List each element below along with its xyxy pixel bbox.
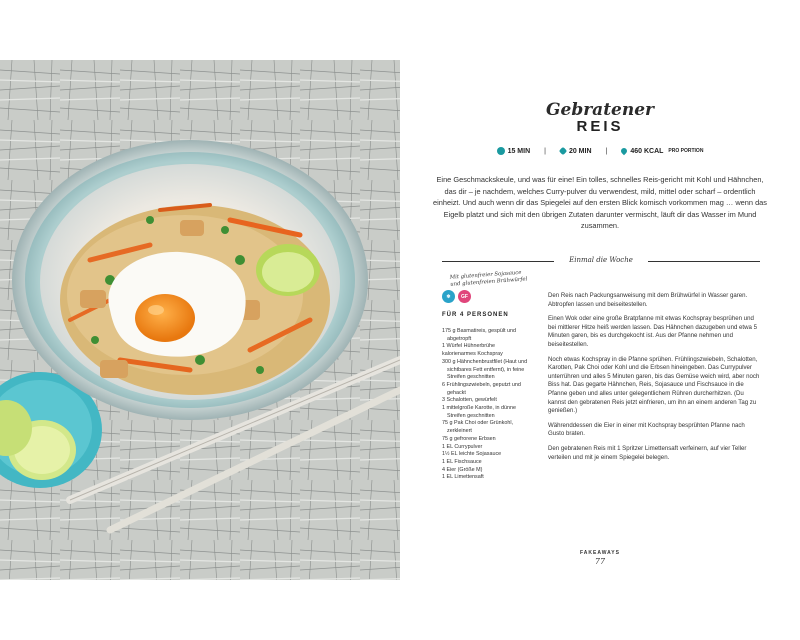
diet-badges — [442, 290, 471, 303]
ingredient-item: 1 mittelgroße Karotte, in dünne Streifen geschnitten — [442, 405, 517, 419]
recipe-meta — [400, 147, 800, 155]
ingredient-item: 1½ EL leichte Sojasauce — [442, 451, 502, 458]
flame-icon — [559, 147, 567, 155]
meta-separator: | — [605, 147, 608, 155]
ingredient-item: 1 EL Currypulver — [442, 443, 483, 450]
gluten-free-icon: GF — [458, 290, 471, 303]
recipe-intro: Eine Geschmackskeule, und was für eine! Ein tolles, schnelles Reis-gericht mit Kohl und Hähnchen, das dir – je nachdem, welches Curry-pulver du verwendest, mild, mittel oder scharf – ordentlich einheizt. Und auch wenn dir das Spiegelei auf den ersten Blick komisch vorkommen mag … wenn das Eigelb platzt und sich mit den übrigen Zutaten darunter vermischt, läuft dir das Wasser im Mund zusammen. — [433, 175, 767, 230]
calories: 460 KCAL PRO PORTION — [621, 148, 703, 155]
ingredient-item: 6 Frühlingszwiebeln, geputzt und gehackt — [442, 381, 521, 396]
method-step: Noch etwas Kochspray in die Pfanne sprühen. Frühlingszwiebeln, Schalotten, Karotten, Pak Choi oder Kohl und die Erbsen hineingeben. Das Currypulver unterrühren und alles 5 Minuten garen, bis das Gemüse weich wird, aber noch Biss hat. Das gegarte Hähnchen, Reis, Sojasauce und Fischsauce in die Pfanne geben und alles unter gelegentlichem Rühren durcherhitzen. (Du kannst den gebratenen Reis jetzt einfrieren, um ihn an einem anderen Tag zu genießen.) — [548, 355, 760, 415]
prep-time: 15 MIN — [497, 147, 531, 155]
method-step: Einen Wok oder eine große Bratpfanne mit etwas Kochspray besprühen und bei mittlerer Hitze heiß werden lassen. Das Hähnchen dazugeben und etwa 5 Minuten garen, bis es durchgekocht ist. Aus der Pfanne nehmen und beiseitestellen. — [548, 315, 757, 348]
servings: FÜR 4 PERSONEN — [442, 312, 509, 318]
chapter-label: FAKEAWAYS — [580, 550, 620, 556]
ingredient-item: kalorienarmes Kochspray — [442, 351, 503, 358]
page-number: 77 — [594, 557, 606, 566]
ingredient-item: 3 Schalotten, gewürfelt — [442, 397, 497, 404]
divider-label: Einmal die Woche — [569, 256, 633, 264]
snowflake-icon: ❄ — [442, 290, 455, 303]
method-step: Den Reis nach Packungsanweisung mit dem Brühwürfel in Wasser garen. Abtropfen lassen und beiseitestellen. — [548, 292, 748, 308]
ingredient-item: 1 EL Fischsauce — [442, 458, 482, 465]
ingredient-item: 175 g Basmatireis, gespült und abgetropft — [442, 328, 517, 342]
ingredient-item: 75 g gefrorene Erbsen — [442, 435, 496, 442]
ingredient-list — [442, 328, 534, 482]
ingredient-item: 1 EL Limettensaft — [442, 474, 484, 481]
recipe-page — [400, 60, 800, 580]
recipe-title: REIS — [576, 118, 624, 135]
section-divider — [442, 256, 760, 268]
ingredient-item: 1 Würfel Hühnerbrühe — [442, 343, 496, 350]
drop-icon — [620, 147, 628, 155]
ingredient-item: 4 Eier (Größe M) — [442, 466, 483, 473]
method-steps — [548, 292, 762, 468]
method-step: Den gebratenen Reis mit 1 Spritzer Limettensaft verfeinern, auf vier Teller verteilen und mit je einem Spiegelei belegen. — [548, 444, 747, 461]
recipe-title-script: Gebratener — [546, 100, 654, 120]
method-step: Währenddessen die Eier in einer mit Kochspray besprühten Pfanne nach Gusto braten. — [548, 421, 745, 438]
gluten-free-note: Mit glutenfreier Sojasauce und glutenfreien Brühwürfel — [449, 269, 528, 288]
ingredient-item: 300 g Hähnchenbrustfilet (Haut und sichtbares Fett entfernt), in feine Streifen geschnitten — [442, 358, 528, 381]
clock-icon — [497, 147, 505, 155]
cook-time: 20 MIN — [560, 148, 592, 155]
ingredient-item: 75 g Pak Choi oder Grünkohl, zerkleinert — [442, 420, 514, 435]
food-photo — [0, 60, 400, 580]
meta-separator: | — [544, 147, 546, 155]
